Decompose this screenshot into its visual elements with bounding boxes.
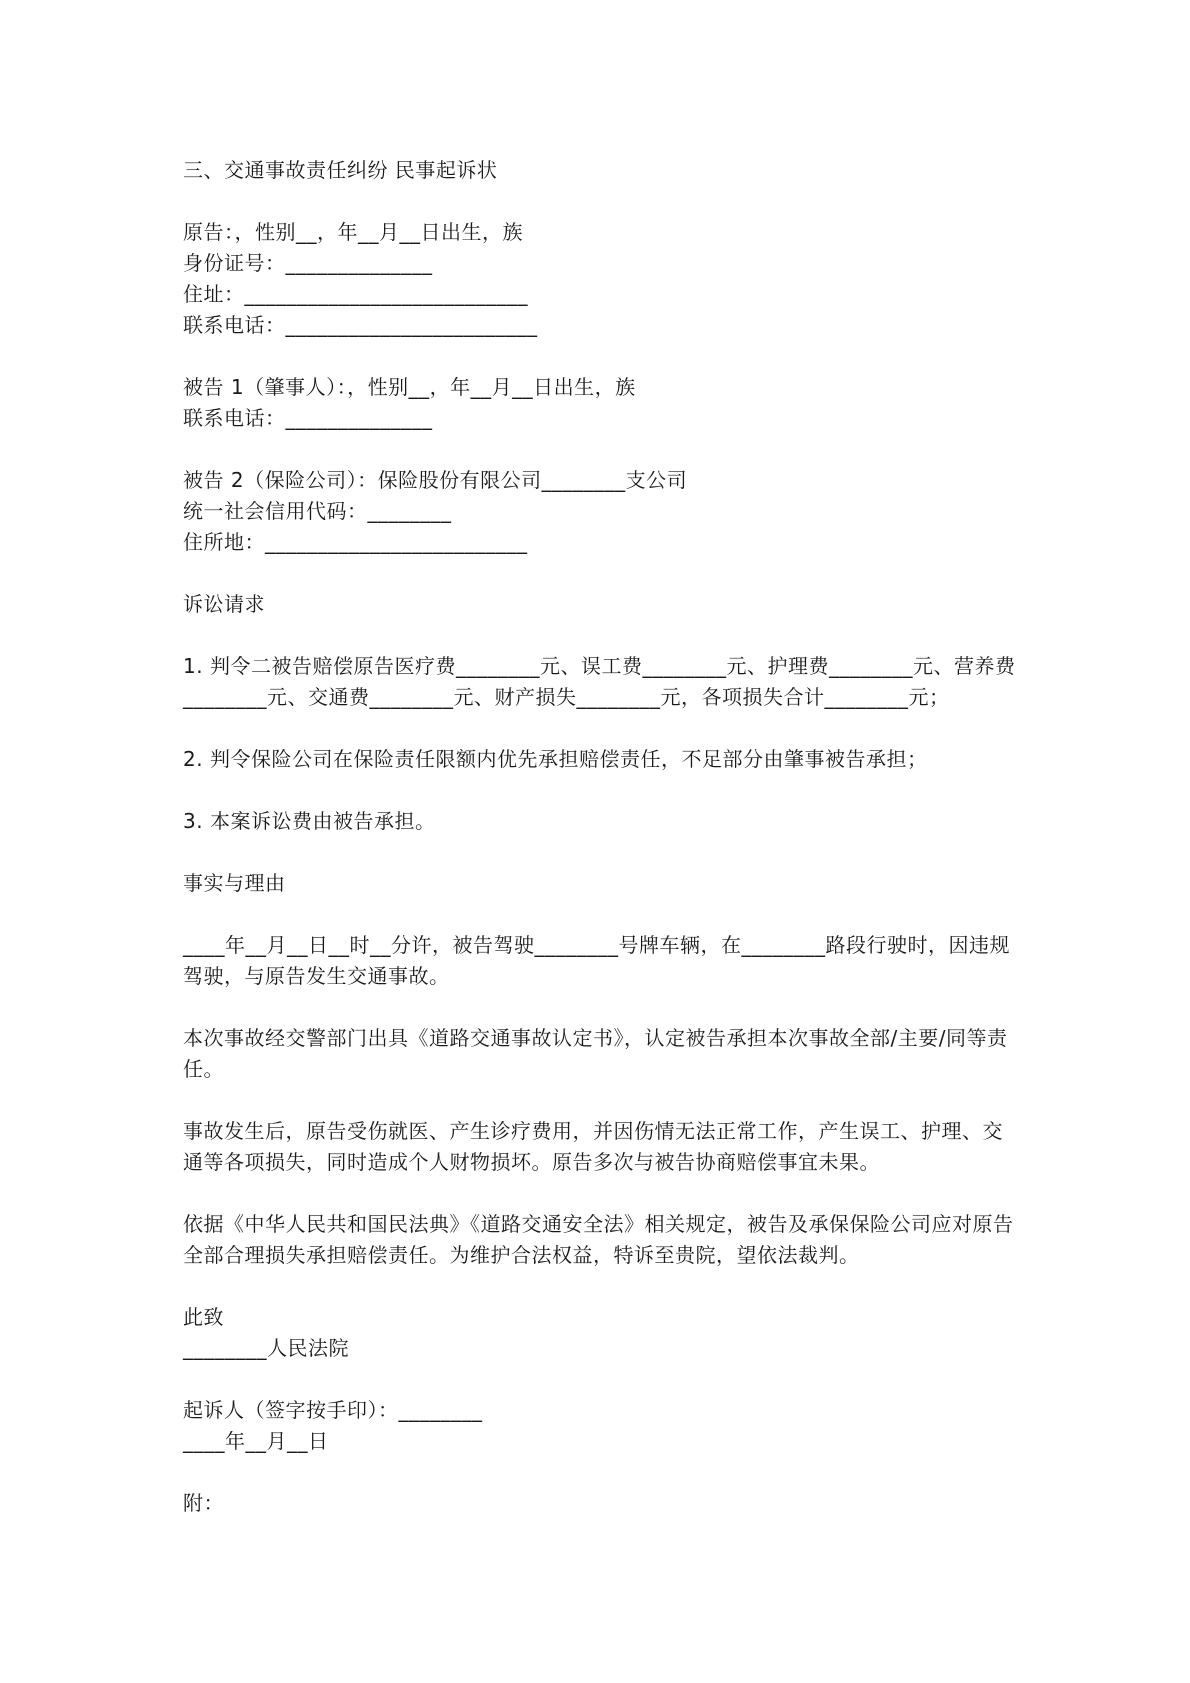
- spacer: [183, 434, 1023, 465]
- claim-item-3: 3. 本案诉讼费由被告承担。: [183, 809, 436, 833]
- spacer: [183, 1271, 1023, 1302]
- defendant2-address-field: 住所地：_________________________: [183, 530, 528, 554]
- document-page: [183, 155, 1023, 1519]
- spacer: [183, 837, 1023, 868]
- signature-field: 起诉人（签字按手印）：________: [183, 1398, 483, 1422]
- plaintiff-address-field: 住址：___________________________: [183, 282, 528, 306]
- spacer: [183, 992, 1023, 1023]
- spacer: [183, 341, 1023, 372]
- defendant1-info: 被告 1（肇事人）：，性别__，年__月__日出生，族: [183, 375, 636, 399]
- spacer: [183, 899, 1023, 930]
- claim-item-1: 1. 判令二被告赔偿原告医疗费________元、误工费________元、护理费________元、营养费________元、交通费________元、财产损失________元，各项损失合计________元；: [183, 654, 1016, 709]
- attachment-label: 附：: [183, 1491, 224, 1515]
- spacer: [183, 775, 1023, 806]
- date-field: ____年__月__日: [183, 1429, 329, 1453]
- plaintiff-info: 原告：，性别__，年__月__日出生，族: [183, 220, 523, 244]
- spacer: [183, 620, 1023, 651]
- spacer: [183, 1364, 1023, 1395]
- defendant2-section: [183, 465, 1023, 558]
- facts-heading: 事实与理由: [183, 871, 286, 895]
- defendant2-info: 被告 2（保险公司）：保险股份有限公司________支公司: [183, 468, 688, 492]
- facts-paragraph-2: 本次事故经交警部门出具《道路交通事故认定书》，认定被告承担本次事故全部/主要/同等责任。: [183, 1026, 1008, 1081]
- claims-heading: 诉讼请求: [183, 592, 265, 616]
- defendant2-credit-code-field: 统一社会信用代码：________: [183, 499, 452, 523]
- document-title: 三、交通事故责任纠纷 民事起诉状: [183, 158, 498, 182]
- defendant1-section: [183, 372, 1023, 434]
- spacer: [183, 713, 1023, 744]
- spacer: [183, 1085, 1023, 1116]
- closing-salutation: 此致: [183, 1305, 224, 1329]
- claim-item-2: 2. 判令保险公司在保险责任限额内优先承担赔偿责任，不足部分由肇事被告承担；: [183, 747, 928, 771]
- court-name-field: ________人民法院: [183, 1336, 349, 1360]
- plaintiff-phone-field: 联系电话：________________________: [183, 313, 538, 337]
- spacer: [183, 1178, 1023, 1209]
- facts-paragraph-4: 依据《中华人民共和国民法典》《道路交通安全法》相关规定，被告及承保保险公司应对原告全部合理损失承担赔偿责任。为维护合法权益，特诉至贵院，望依法裁判。: [183, 1212, 1014, 1267]
- spacer: [183, 558, 1023, 589]
- facts-paragraph-3: 事故发生后，原告受伤就医、产生诊疗费用，并因伤情无法正常工作，产生误工、护理、交通等各项损失，同时造成个人财物损坏。原告多次与被告协商赔偿事宜未果。: [183, 1119, 1003, 1174]
- facts-paragraph-1: ____年__月__日__时__分许，被告驾驶________号牌车辆，在________路段行驶时，因违规驾驶，与原告发生交通事故。: [183, 933, 1010, 988]
- defendant1-phone-field: 联系电话：______________: [183, 406, 433, 430]
- plaintiff-section: [183, 217, 1023, 341]
- spacer: [183, 186, 1023, 217]
- spacer: [183, 1457, 1023, 1488]
- plaintiff-id-field: 身份证号：______________: [183, 251, 433, 275]
